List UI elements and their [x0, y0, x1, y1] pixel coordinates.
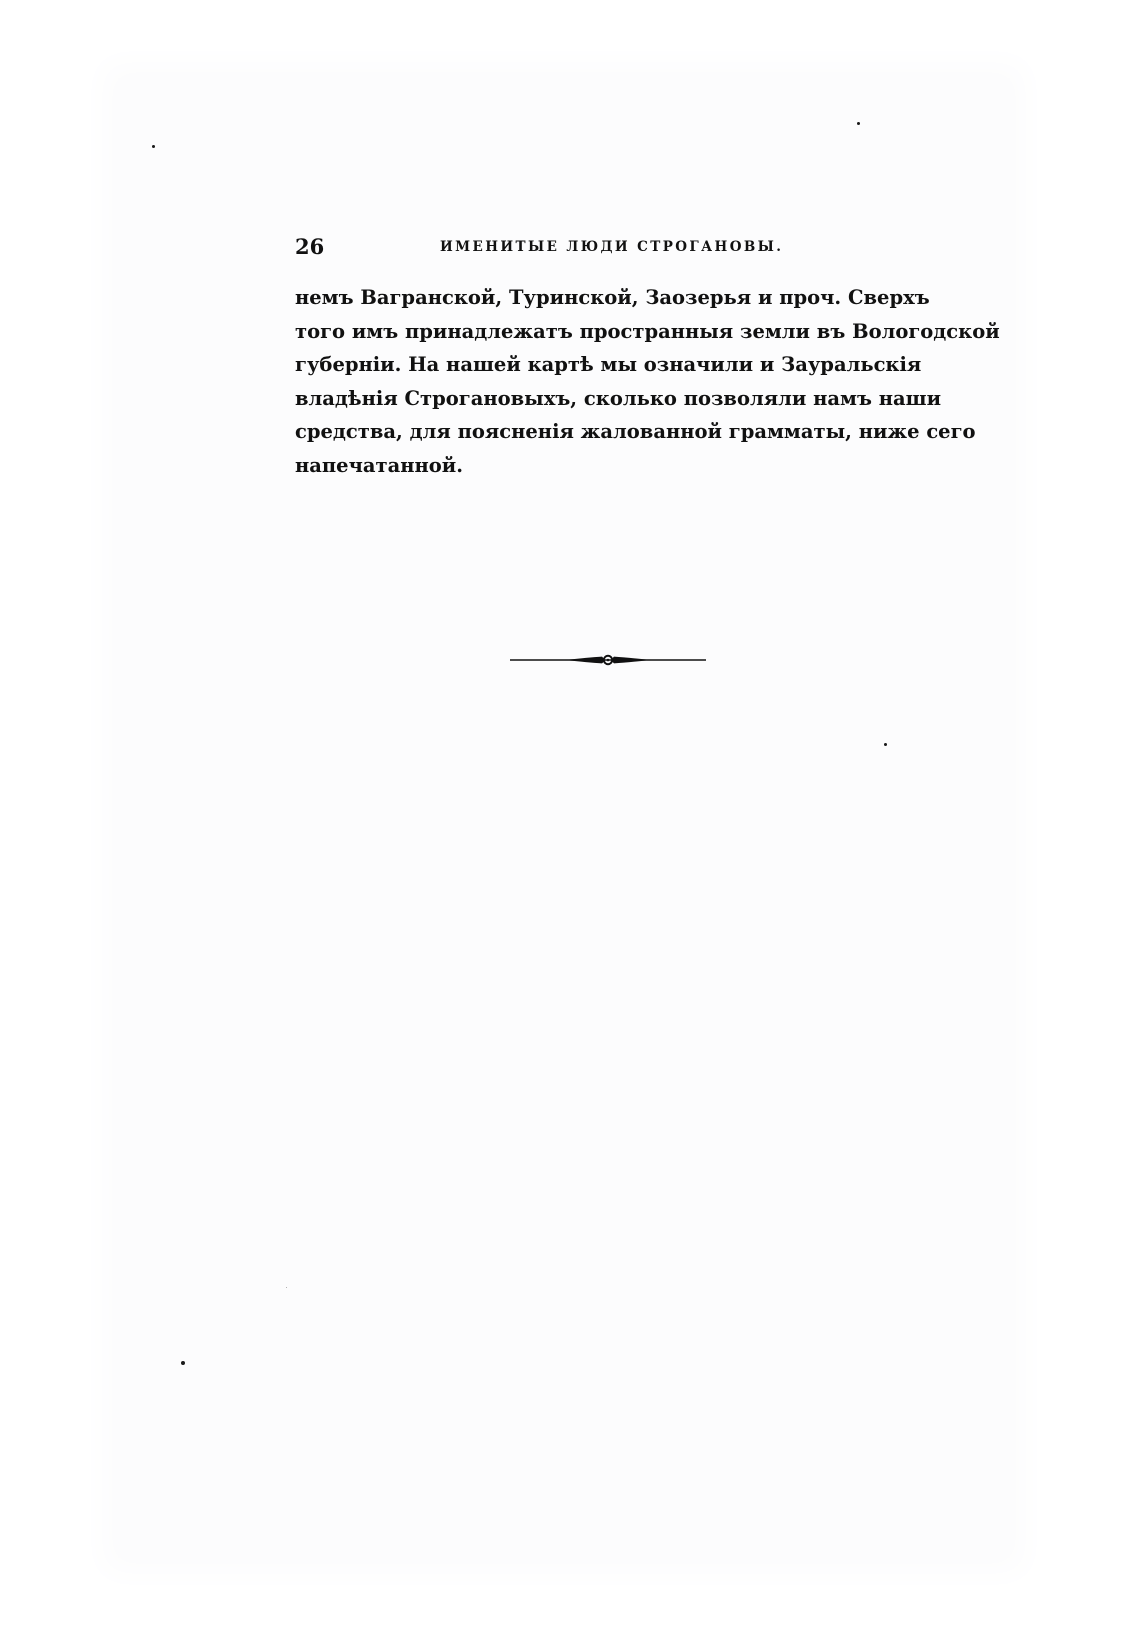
scan-speck	[884, 743, 887, 746]
text-line: средства, для поясненія жалованной грамматы, ниже сего	[295, 420, 976, 443]
text-line: немъ Вагранской, Туринской, Заозерья и проч. Сверхъ	[295, 286, 930, 309]
text-line: того имъ принадлежатъ пространныя земли въ Вологодской	[295, 319, 1000, 343]
body-paragraph	[295, 281, 1000, 482]
text-line: владѣнія Строгановыхъ, сколько позволяли намъ наши	[295, 386, 942, 410]
scan-speck	[286, 1287, 287, 1288]
section-end-ornament-icon	[510, 652, 706, 668]
page-number: 26	[295, 234, 325, 259]
running-title: ИМЕНИТЫЕ ЛЮДИ СТРОГАНОВЫ.	[440, 239, 784, 255]
scan-speck	[857, 122, 860, 125]
text-line: губерніи. На нашей картѣ мы означили и Зауральскія	[295, 353, 922, 376]
text-line: напечатанной.	[295, 453, 464, 477]
scan-speck	[181, 1361, 185, 1365]
page-header	[295, 234, 920, 264]
scan-speck	[152, 145, 155, 148]
